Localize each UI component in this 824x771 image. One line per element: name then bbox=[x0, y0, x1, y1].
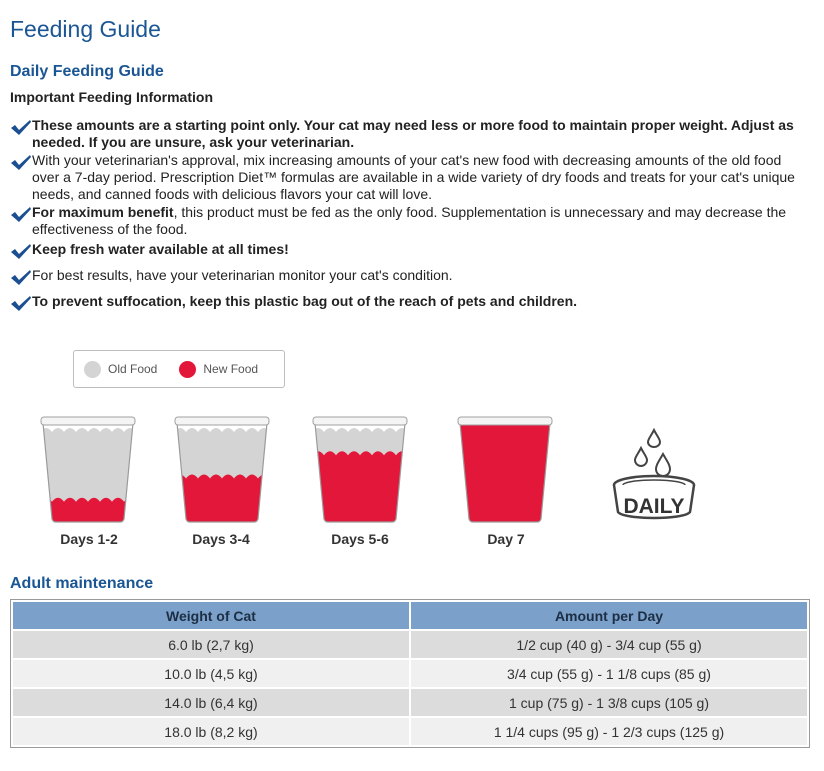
table-header-row bbox=[13, 602, 807, 629]
cell-amount: 1 cup (75 g) - 1 3/8 cups (105 g) bbox=[411, 689, 807, 716]
feeding-notes bbox=[10, 117, 810, 313]
feeding-table bbox=[10, 599, 810, 748]
bucket-rim bbox=[458, 417, 552, 425]
daily-water-bowl-icon bbox=[610, 428, 700, 531]
note-item bbox=[10, 267, 810, 286]
cell-weight: 18.0 lb (8,2 kg) bbox=[13, 718, 409, 745]
bucket-label: Days 5-6 bbox=[331, 531, 389, 547]
note-text: These amounts are a starting point only. Your cat may need less or more food to maintain proper weight. Adjust as needed. If you are unsure, ask your veterinarian. bbox=[32, 117, 794, 150]
cell-amount: 3/4 cup (55 g) - 1 1/8 cups (85 g) bbox=[411, 660, 807, 687]
note-rest: , this product must be fed as the only food. Supplementation is unnecessary and may decrease the effectiveness of the food. bbox=[32, 204, 787, 237]
bucket-rim bbox=[175, 417, 269, 425]
checkmark-icon bbox=[10, 269, 32, 286]
bucket-2 bbox=[174, 415, 270, 525]
daily-text: DAILY bbox=[623, 495, 685, 518]
note-item bbox=[10, 117, 810, 151]
header-weight: Weight of Cat bbox=[13, 602, 409, 629]
legend-new-label: New Food bbox=[203, 362, 259, 376]
note-item bbox=[10, 293, 810, 312]
new-food-fill bbox=[312, 451, 408, 525]
cell-amount: 1/2 cup (40 g) - 3/4 cup (55 g) bbox=[411, 631, 807, 658]
section-title: Daily Feeding Guide bbox=[10, 63, 164, 80]
food-legend bbox=[73, 350, 285, 388]
old-food-swatch bbox=[84, 361, 101, 378]
cell-weight: 10.0 lb (4,5 kg) bbox=[13, 660, 409, 687]
checkmark-icon bbox=[10, 119, 32, 136]
bucket-rim bbox=[313, 417, 407, 425]
maintenance-title: Adult maintenance bbox=[10, 575, 154, 592]
table-row bbox=[13, 631, 807, 658]
bucket-3 bbox=[312, 415, 408, 525]
legend-old-food bbox=[84, 361, 157, 378]
table-row bbox=[13, 660, 807, 687]
bucket-rim bbox=[41, 417, 135, 425]
bucket-1 bbox=[40, 415, 136, 525]
note-text: Keep fresh water available at all times! bbox=[32, 241, 289, 257]
header-amount: Amount per Day bbox=[411, 602, 807, 629]
legend-new-food bbox=[179, 361, 258, 378]
bucket-label: Day 7 bbox=[487, 531, 525, 547]
table-row bbox=[13, 718, 807, 745]
new-food-fill bbox=[174, 475, 270, 526]
note-text: To prevent suffocation, keep this plastic bag out of the reach of pets and children. bbox=[32, 293, 578, 309]
page-title: Feeding Guide bbox=[10, 16, 161, 42]
bucket-4 bbox=[457, 415, 553, 525]
legend-old-label: Old Food bbox=[108, 362, 158, 376]
cell-weight: 14.0 lb (6,4 kg) bbox=[13, 689, 409, 716]
cell-amount: 1 1/4 cups (95 g) - 1 2/3 cups (125 g) bbox=[411, 718, 807, 745]
new-food-swatch bbox=[179, 361, 196, 378]
table-row bbox=[13, 689, 807, 716]
note-text: With your veterinarian's approval, mix increasing amounts of your cat's new food with decreasing amounts of the old food over a 7-day period. Prescription Diet™ formulas are available in a wide variety of dry foods and treats for your cat's unique needs, and canned foods with delicious flavors your cat will love. bbox=[32, 152, 795, 202]
note-item bbox=[10, 204, 810, 238]
checkmark-icon bbox=[10, 154, 32, 171]
note-text bbox=[32, 204, 810, 238]
cell-weight: 6.0 lb (2,7 kg) bbox=[13, 631, 409, 658]
new-food-fill bbox=[457, 425, 553, 525]
note-lead: For maximum benefit bbox=[32, 204, 174, 220]
checkmark-icon bbox=[10, 295, 32, 312]
new-food-fill bbox=[40, 498, 136, 525]
info-heading: Important Feeding Information bbox=[10, 89, 213, 105]
note-item bbox=[10, 241, 810, 260]
note-item bbox=[10, 152, 810, 203]
checkmark-icon bbox=[10, 243, 32, 260]
checkmark-icon bbox=[10, 206, 32, 223]
bucket-label: Days 1-2 bbox=[60, 531, 118, 547]
bucket-label: Days 3-4 bbox=[192, 531, 250, 547]
note-text: For best results, have your veterinarian monitor your cat's condition. bbox=[32, 267, 453, 283]
